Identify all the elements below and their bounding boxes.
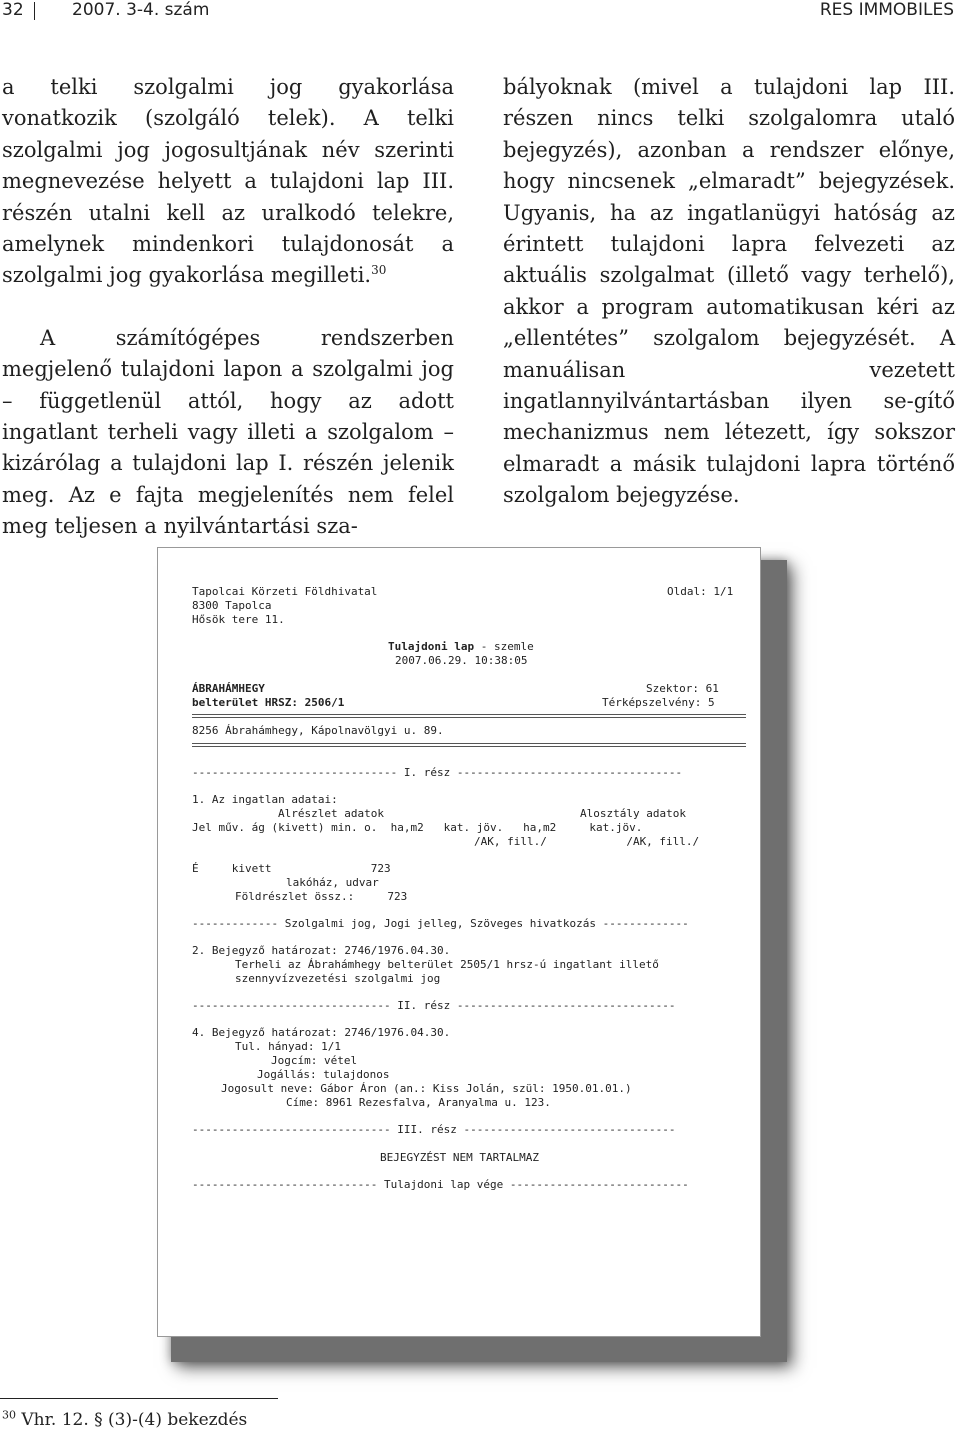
- entry-text: Terheli az Ábrahámhegy belterület 2505/1 hrsz-ú ingatlant illető: [235, 958, 659, 971]
- page-header: [0, 0, 960, 26]
- paragraph: bályoknak (mivel a tulajdoni lap III. részen nincs telki szolgalomra utaló bejegyzés), azonban a rendszer előnye, hogy nincsenek „elmaradt” bejegyzések. Ugyanis, ha az ingatlanügyi hatóság az érintett tulajdoni lapra felvezeti az aktuális szolgalmat (illető vagy terhelő), akkor a program automatikusan kéri az „ellentétes” szolgalom bejegyzését. A manuálisan vezetett ingatlannyilvántartásban ilyen se-gítő mechanizmus nem létezett, így sokszor elmaradt a másik tulajdoni lapra történő szolgalom bejegyzése.: [503, 75, 955, 508]
- entry-resolution: 2. Bejegyző határozat: 2746/1976.04.30.: [192, 944, 451, 957]
- column-headers: Jel műv. ág (kivett) min. o. ha,m2 kat. jöv. ha,m2 kat.jöv.: [192, 821, 643, 834]
- section-divider-part-3: ------------------------------ III. rész --------------------------------: [192, 1123, 676, 1136]
- land-registry-sheet: [157, 547, 761, 1337]
- paragraph-text: a telki szolgalmi jog gyakorlása vonatkozik (szolgáló telek). A telki szolgalmi jog jogosultjának név szerinti megnevezése helyett a tulajdoni lap III. részén utalni kell az uralkodó telekre, amelynek mindenkori tulajdonosát a szolgalmi jog gyakorlása megilleti.: [2, 75, 454, 288]
- settlement-name: ÁBRAHÁMHEGY: [192, 682, 265, 695]
- paragraph: A számítógépes rendszerben megjelenő tulajdoni lapon a szolgalmi jog – függetlenül attól, hogy az adott ingatlant terheli vagy illeti a szolgalom – kizárólag a tulajdoni lap I. részén jelenik meg. Az e fajta megjelenítés nem felel meg teljesen a nyilvántartási sza-: [2, 325, 454, 539]
- issue-label: 2007. 3-4. szám: [72, 0, 210, 20]
- legal-title: Jogcím: vétel: [271, 1054, 358, 1067]
- property-heading: 1. Az ingatlan adatai:: [192, 793, 338, 806]
- subparcel-header: Alrészlet adatok: [278, 807, 384, 820]
- entry-resolution: 4. Bejegyző határozat: 2746/1976.04.30.: [192, 1026, 451, 1039]
- page-number: 32: [2, 0, 24, 20]
- owner-address: Címe: 8961 Rezesfalva, Aranyalma u. 123.: [286, 1096, 551, 1109]
- footnote-reference[interactable]: 30: [371, 263, 387, 278]
- property-address: 8256 Ábrahámhegy, Kápolnavölgyi u. 89.: [192, 724, 444, 737]
- ownership-share: Tul. hányad: 1/1: [235, 1040, 341, 1053]
- divider: [192, 743, 746, 744]
- body-column-right: [503, 72, 955, 512]
- table-row: É kivett 723: [192, 862, 391, 875]
- divider: [192, 714, 746, 715]
- footnote-rule: [0, 1398, 278, 1399]
- column-headers-2: /AK, fill./ /AK, fill./: [474, 835, 700, 848]
- office-city: 8300 Tapolca: [192, 599, 272, 612]
- table-row: lakóház, udvar: [286, 876, 379, 889]
- parcel-id: [192, 696, 344, 709]
- section-divider-part-2: ------------------------------ II. rész ---------------------------------: [192, 999, 676, 1012]
- footnote-number: 30: [2, 1408, 16, 1422]
- no-entry-notice: BEJEGYZÉST NEM TARTALMAZ: [380, 1151, 539, 1164]
- page-indicator: Oldal: 1/1: [667, 585, 734, 598]
- table-row: Földrészlet össz.: 723: [235, 890, 408, 903]
- footnote: [2, 1410, 247, 1430]
- header-divider: [34, 2, 35, 20]
- map-sheet: Térképszelvény: 5: [602, 696, 715, 709]
- document-title-main: Tulajdoni lap: [388, 640, 475, 653]
- footnote-text: Vhr. 12. § (3)-(4) bekezdés: [21, 1410, 248, 1430]
- sector: Szektor: 61: [646, 682, 719, 695]
- settlement: [192, 682, 265, 695]
- section-divider-easement: ------------- Szolgalmi jog, Jogi jelleg, Szöveges hivatkozás -------------: [192, 917, 689, 930]
- paragraph: [2, 72, 454, 292]
- parcel-id-text: belterület HRSZ: 2506/1: [192, 696, 345, 709]
- divider: [192, 746, 746, 747]
- document-title-suffix: - szemle: [474, 640, 534, 653]
- journal-title: RES IMMOBILES: [819, 0, 954, 20]
- timestamp: 2007.06.29. 10:38:05: [395, 654, 528, 667]
- office-street: Hősök tere 11.: [192, 613, 285, 626]
- class-header: Alosztály adatok: [580, 807, 686, 820]
- entry-text: szennyvízvezetési szolgalmi jog: [235, 972, 441, 985]
- legal-status: Jogállás: tulajdonos: [257, 1068, 390, 1081]
- document-end-line: ---------------------------- Tulajdoni lap vége ---------------------------: [192, 1178, 689, 1191]
- office-name: Tapolcai Körzeti Földhivatal: [192, 585, 378, 598]
- divider: [192, 717, 746, 718]
- body-column-left: [2, 72, 454, 543]
- owner-name: Jogosult neve: Gábor Áron (an.: Kiss Jolán, szül: 1950.01.01.): [221, 1082, 632, 1095]
- section-divider-part-1: ------------------------------- I. rész ----------------------------------: [192, 766, 683, 779]
- document-title: [388, 640, 534, 653]
